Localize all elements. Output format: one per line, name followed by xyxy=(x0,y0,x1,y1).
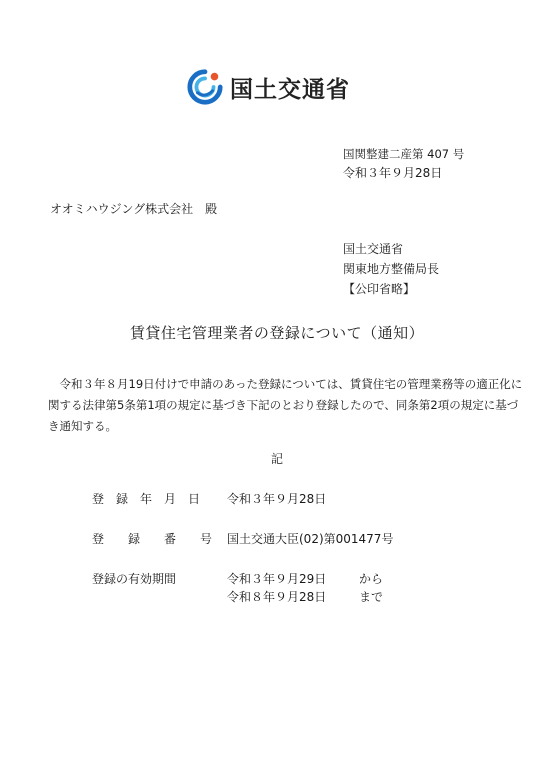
ki-heading: 記 xyxy=(270,452,283,466)
reg-date-label: 登 録 年 月 日 xyxy=(92,492,201,506)
document-date: 令和３年９月28日 xyxy=(343,166,443,180)
mlit-logo xyxy=(186,68,350,106)
reference-number: 国関整建二産第 407 号 xyxy=(343,147,465,161)
validity-label: 登録の有効期間 xyxy=(92,572,177,586)
body-text: 令和３年８月19日付けで申請のあった登録については、賃貸住宅の管理業務等の適正化に関する法律第5条第1項の規定に基づき下記のとおり登録したので、同条第2項の規定に基づき通知する。 xyxy=(48,377,523,433)
validity-to-date: 令和８年９月28日 xyxy=(227,590,327,604)
issuer-office: 関東地方整備局長 xyxy=(343,262,440,276)
validity-to-word: まで xyxy=(359,590,384,604)
reg-number-label: 登 録 番 号 xyxy=(92,532,213,546)
reg-date-value: 令和３年９月28日 xyxy=(227,492,327,506)
addressee: オオミハウジング株式会社 殿 xyxy=(50,202,218,216)
validity-from-date: 令和３年９月29日 xyxy=(227,572,327,586)
mlit-emblem-icon xyxy=(186,68,224,106)
logo-text: 国土交通省 xyxy=(230,76,350,103)
seal-note: 【公印省略】 xyxy=(343,282,416,296)
body-paragraph xyxy=(48,374,526,437)
document-title: 賃貸住宅管理業者の登録について（通知） xyxy=(129,324,425,342)
validity-from-word: から xyxy=(359,572,384,586)
reg-number-value: 国土交通大臣(02)第001477号 xyxy=(227,532,394,546)
issuer-ministry: 国土交通省 xyxy=(343,242,404,256)
